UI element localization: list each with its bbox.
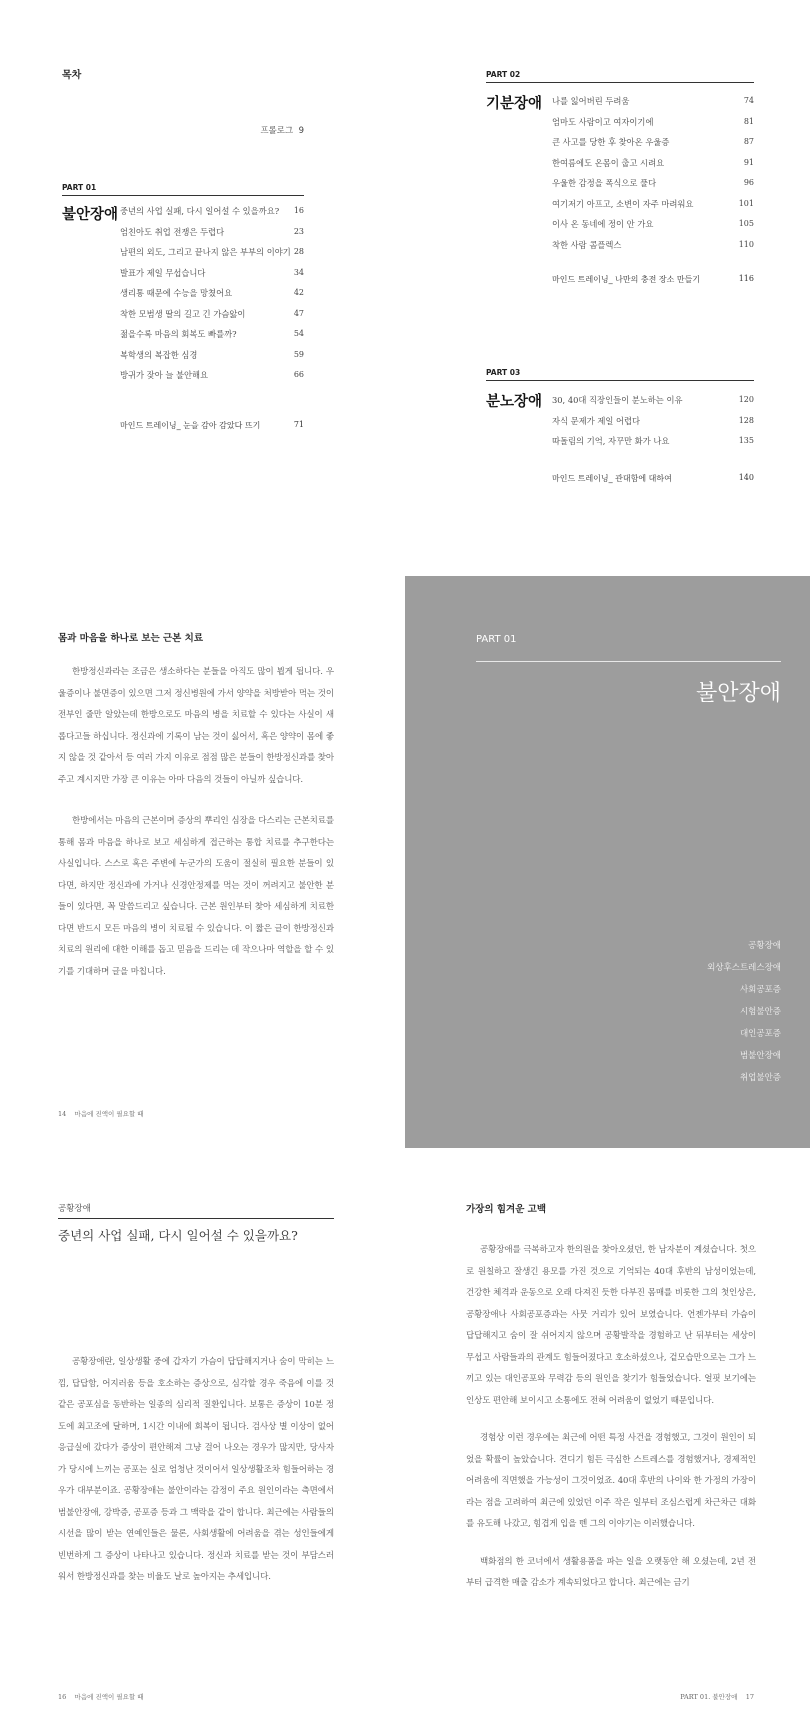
toc-item[interactable] [552, 238, 754, 259]
toc-item[interactable] [552, 94, 754, 115]
page17-paragraph: 백화점의 한 코너에서 생활용품을 파는 일을 오랫동안 해 오셨는데, 2년 전부터 급격한 매출 감소가 계속되었다고 합니다. 최근에는 금기 [466, 1556, 756, 1588]
toc-item-text: 나를 잃어버린 두려움 [552, 96, 630, 106]
toc-item[interactable] [552, 156, 754, 177]
toc-part1-training[interactable] [120, 420, 304, 431]
toc-item[interactable] [120, 368, 304, 389]
toc-item-page: 59 [293, 349, 304, 359]
toc-item-page: 96 [743, 178, 754, 187]
toc-item[interactable] [120, 266, 304, 287]
toc-item-text: 착한 모범생 딸의 길고 긴 가슴앓이 [120, 308, 246, 319]
toc-prologue-label: 프롤로그 [260, 126, 294, 136]
toc-part3-label: PART 03 [486, 368, 521, 377]
page17-body [466, 1240, 756, 1595]
toc-item-page: 120 [738, 395, 754, 404]
toc-item-text: 이사 온 동네에 정이 안 가요 [552, 219, 654, 229]
toc-item-page: 54 [293, 329, 304, 338]
toc-item-page: 74 [743, 96, 754, 105]
toc-item-page: 81 [743, 116, 754, 126]
part-opener-item: 취업불안증 [739, 1073, 781, 1083]
toc-training-text: 마인드 트레이닝_ 나만의 충전 장소 만들기 [552, 275, 701, 284]
toc-item[interactable] [120, 204, 304, 225]
toc-item-page: 34 [293, 267, 304, 277]
page16-rule [58, 1218, 334, 1219]
page17-folio: PART 01. 불안장애 17 [680, 1693, 754, 1701]
toc-item-page: 91 [743, 157, 754, 167]
toc-training-page: 71 [293, 420, 304, 429]
toc-part1-title: 불안장애 [62, 207, 119, 223]
toc-item[interactable] [552, 434, 754, 455]
page14-paragraph: 한방정신과라는 조금은 생소하다는 분들을 아직도 많이 뵙게 됩니다. 우울증이나 불면증이 있으면 그저 정신병원에 가서 양약을 처방받아 먹는 것이 전부인 줄만 알았는데 한방으로도 마음의 병을 치료할 수 있다는 사실이 새롭다고들 하십니다. 정신과에 기록이 남는 것이 싫어서, 혹은 양약이 몸에 좋지 않을 것 같아서 등 여러 가지 이유로 점점 많은 분들이 한방정신과를 찾아 주고 계시지만 가장 큰 이유는 아마 다음의 것들이 아닐까 싶습니다. [58, 667, 334, 785]
toc-part2-training[interactable] [552, 274, 754, 285]
toc-part2-rule [486, 82, 754, 83]
page14-heading: 몸과 마음을 하나로 보는 근본 치료 [58, 633, 204, 644]
toc-item[interactable] [120, 286, 304, 307]
part-opener-item: 외상후스트레스장애 [707, 963, 781, 973]
toc-item-text: 착한 사람 콤플렉스 [552, 239, 622, 250]
toc-item[interactable] [120, 327, 304, 348]
toc-part2-title: 기분장애 [486, 96, 543, 112]
toc-item-text: 중년의 사업 실패, 다시 일어설 수 있을까요? [120, 206, 280, 216]
toc-item[interactable] [120, 348, 304, 369]
part-opener-item: 공황장애 [748, 941, 781, 951]
part-opener-item: 대인공포증 [739, 1029, 781, 1039]
toc-part3-title: 분노장애 [486, 394, 543, 410]
toc-item-page: 101 [738, 198, 754, 208]
toc-item-page: 42 [293, 288, 304, 297]
page17-paragraph: 경험상 이런 경우에는 최근에 어떤 특정 사건을 경험했고, 그것이 원인이 되었을 확률이 높았습니다. 견디기 힘든 극심한 스트레스를 경험했거나, 경제적인 어려움에 직면했을 가능성이 그것이었죠. 40대 후반의 나이와 한 가정의 가장이라는 점을 고려하여 최근에 있었던 이주 작은 일부터 조심스럽게 차근차근 대화를 유도해 나갔고, 힘겹게 입을 뗀 그의 이야기는 이러했습니다. [466, 1433, 756, 1529]
toc-item-text: 발표가 제일 무섭습니다 [120, 267, 206, 278]
toc-item-page: 47 [293, 308, 304, 318]
toc-item-page: 135 [738, 436, 754, 445]
part-opener-list [707, 938, 781, 1092]
page16-paragraph: 공황장애란, 일상생활 중에 갑자기 가슴이 답답해지거나 숨이 막히는 느낌, 답답함, 어지러움 등을 호소하는 증상으로, 심각할 경우 죽음에 이를 것 같은 공포심을 동반하는 일종의 심리적 질환입니다. 보통은 증상이 10분 정도에 최고조에 달하며, 1시간 이내에 회복이 됩니다. 검사상 별 이상이 없어 응급실에 갔다가 증상이 편안해져 그냥 걸어 나오는 경우가 많지만, 당사자가 당시에 느끼는 공포는 실로 엄청난 것이어서 일상생활조차 힘들어하는 경우가 대부분이죠. 공황장애는 불안이라는 감정이 주요 원인이라는 측면에서 범불안장애, 강박증, 공포증 등과 그 맥락을 같이 합니다. 최근에는 사람들의 시선을 많이 받는 연예인들은 물론, 사회생활에 어려움을 겪는 성인들에게 빈번하게 그 증상이 나타나고 있습니다. 정신과 치료를 받는 것이 부담스러워서 한방정신과를 찾는 비율도 날로 높아지는 추세입니다. [58, 1357, 334, 1582]
toc-item-text: 자식 문제가 제일 어렵다 [552, 415, 641, 426]
toc-prologue[interactable] [230, 124, 304, 136]
page16-question: 중년의 사업 실패, 다시 일어설 수 있을까요? [58, 1228, 298, 1243]
toc-item[interactable] [552, 135, 754, 156]
toc-item-page: 23 [293, 226, 304, 236]
page14-paragraph: 한방에서는 마음의 근본이며 증상의 뿌리인 심장을 다스리는 근본치료를 통해 몸과 마음을 하나로 보고 세심하게 접근하는 통합 치료를 추구한다는 사실입니다. 스스로 혹은 주변에 누군가의 도움이 절실히 필요한 분들이 있다면, 하지만 정신과에 가거나 신경안정제를 먹는 것이 꺼려지고 불안한 분들이 있다면, 꼭 말씀드리고 싶습니다. 근본 원인부터 찾아 세심하게 치료한다면 반드시 모든 마음의 병이 치료될 수 있습니다. 이 짧은 글이 한방정신과 치료의 원리에 대한 이해를 돕고 믿음을 드리는 데 작으나마 역할을 할 수 있기를 기대하며 글을 마칩니다. [58, 816, 334, 977]
toc-item[interactable] [120, 307, 304, 328]
toc-item[interactable] [120, 225, 304, 246]
page14-body [58, 662, 334, 983]
toc-item-text: 30, 40대 직장인들이 분노하는 이유 [552, 395, 683, 405]
toc-item-page: 105 [738, 219, 754, 228]
toc-part1-rule [62, 195, 304, 196]
toc-prologue-page: 9 [298, 126, 304, 136]
toc-part3-rule [486, 380, 754, 381]
toc-item-text: 큰 사고를 당한 후 찾아온 우울증 [552, 137, 670, 147]
toc-part2-label: PART 02 [486, 70, 521, 79]
page17-paragraph: 공황장애를 극복하고자 한의원을 찾아오셨던, 한 남자분이 계셨습니다. 첫으로 원칠하고 잘생긴 용모를 가진 것으로 기억되는 40대 후반의 남성이었는데, 건강한 체격과 운동으로 오래 다져진 듯한 다부진 몸매를 비롯한 그의 첫인상은, 공황장애나 사회공포증과는 사뭇 거리가 있어 보였습니다. 언젠가부터 가슴이 답답해지고 숨이 잘 쉬어지지 않으며 공황발작을 경험하고 난 뒤부터는 세상이 무섭고 사람들과의 관계도 힘들어졌다고 호소하셨으나, 겉모습만으로는 그가 느끼고 있는 대인공포와 무력감 등의 원인을 찾기가 힘들었습니다. 얼핏 보기에는 인상도 편안해 보이시고 소통에도 전혀 어려움이 없었기 때문입니다. [466, 1245, 756, 1406]
toc-item[interactable] [552, 197, 754, 218]
page16-folio: 16 마음에 진액이 필요할 때 [58, 1693, 144, 1701]
toc-part2-list [552, 94, 754, 258]
toc-training-page: 116 [738, 274, 754, 283]
page16-body [58, 1352, 334, 1589]
toc-item-text: 우울한 감정을 폭식으로 풀다 [552, 178, 657, 188]
page14-folio: 14 마음에 진액이 필요할 때 [58, 1110, 144, 1118]
toc-item[interactable] [552, 176, 754, 197]
toc-item-page: 128 [738, 415, 754, 425]
toc-item-text: 한여름에도 온몸이 춥고 시려요 [552, 157, 665, 168]
page17-heading: 가장의 힘겨운 고백 [466, 1204, 547, 1215]
toc-item-text: 생리통 때문에 수능을 망쳤어요 [120, 288, 233, 298]
part-opener-item: 범불안장애 [739, 1051, 781, 1061]
toc-item-text: 따돌림의 기억, 자꾸만 화가 나요 [552, 436, 670, 446]
toc-item[interactable] [120, 245, 304, 266]
part-opener-item: 시험불안증 [739, 1007, 781, 1017]
part-opener-panel [405, 576, 810, 1148]
part-opener-title: 불안장애 [695, 681, 781, 706]
toc-item[interactable] [552, 217, 754, 238]
toc-part1-list [120, 204, 304, 389]
toc-item-text: 여기저기 아프고, 소변이 자주 마려워요 [552, 198, 694, 209]
toc-item-text: 젊을수록 마음의 회복도 빠를까? [120, 329, 237, 339]
toc-item[interactable] [552, 115, 754, 136]
toc-item-page: 110 [738, 239, 754, 249]
toc-item-text: 남편의 외도, 그리고 끝나지 않은 부부의 이야기 [120, 247, 291, 257]
toc-item-text: 방귀가 잦아 늘 불안해요 [120, 370, 209, 380]
toc-item-text: 복학생의 복잡한 심경 [120, 349, 198, 360]
toc-part1-label: PART 01 [62, 183, 97, 192]
toc-item-page: 87 [743, 137, 754, 146]
part-opener-item: 사회공포증 [739, 985, 781, 995]
toc-training-text: 마인드 트레이닝_ 눈을 감아 감았다 뜨기 [120, 421, 261, 430]
part-opener-label: PART 01 [476, 634, 517, 645]
toc-part3-list [552, 393, 754, 455]
toc-title: 목차 [62, 70, 82, 81]
toc-item[interactable] [552, 414, 754, 435]
toc-item-page: 66 [293, 370, 304, 379]
page16-section-label: 공황장애 [58, 1204, 91, 1214]
toc-item-page: 16 [293, 206, 304, 215]
toc-item-page: 28 [293, 247, 304, 256]
toc-item-text: 엄친아도 취업 전쟁은 두렵다 [120, 226, 225, 237]
toc-training-page: 140 [738, 473, 754, 482]
toc-item[interactable] [552, 393, 754, 414]
toc-training-text: 마인드 트레이닝_ 관대함에 대하여 [552, 474, 672, 483]
toc-item-text: 엄마도 사람이고 여자이기에 [552, 116, 654, 127]
part-opener-rule [476, 661, 781, 662]
toc-part3-training[interactable] [552, 473, 754, 484]
